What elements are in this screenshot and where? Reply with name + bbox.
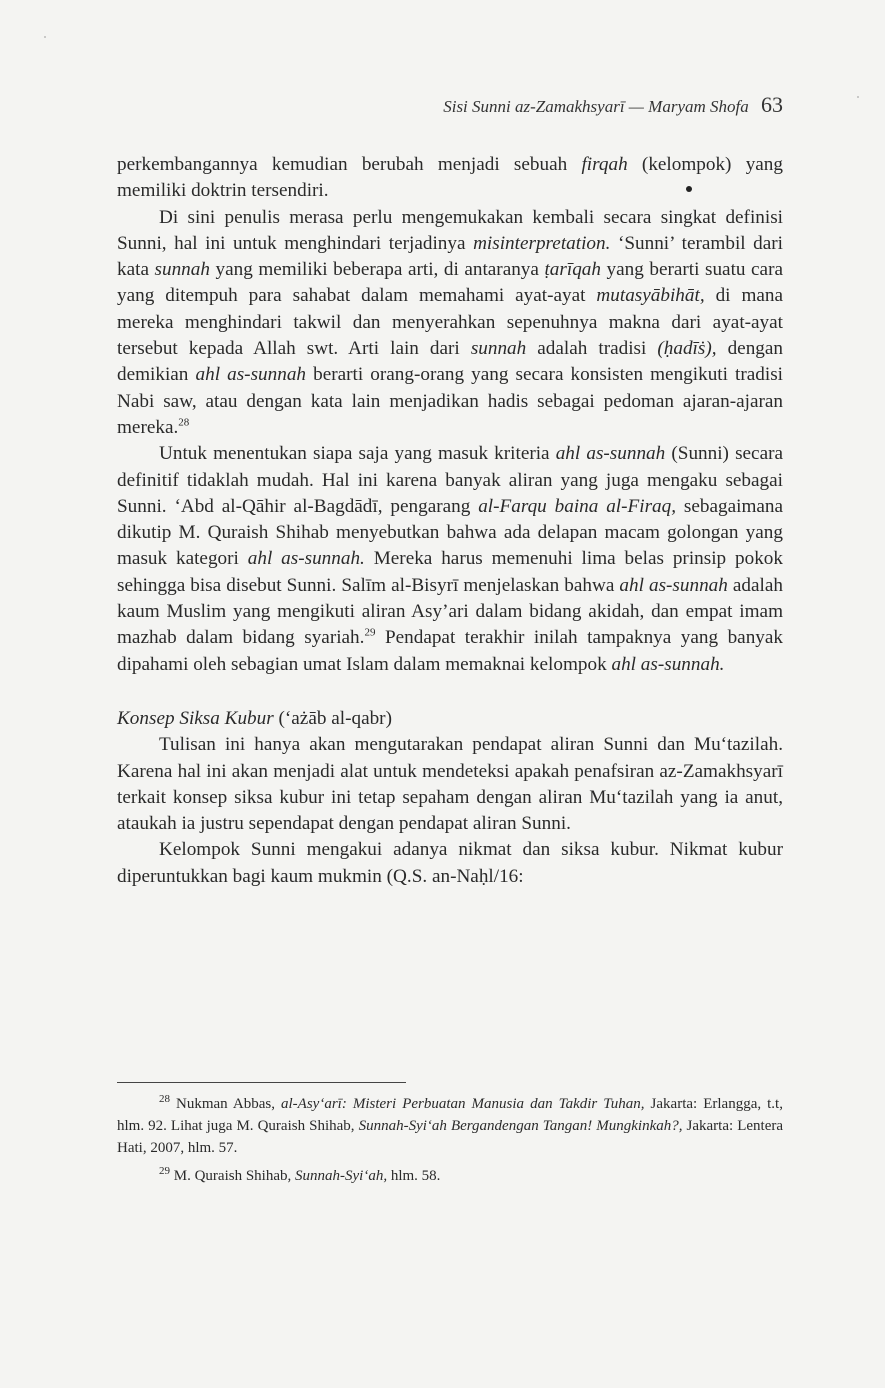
italic-run: Sunnah-Syi‘ah, [295, 1168, 388, 1184]
paragraph [117, 441, 783, 678]
section-heading [117, 706, 783, 732]
footnote-ref: 28 [178, 416, 190, 429]
paper-speck [44, 36, 46, 38]
text-run: sebagaimana dikutip M. Quraish Shihab menyebutkan bahwa ada delapan macam golongan yang masuk kategori [117, 495, 783, 570]
text-run: ‘Sunni’ terambil dari kata [117, 232, 783, 281]
italic-run: mutasyābihāt, [596, 285, 705, 307]
footnote-28 [117, 1093, 783, 1159]
text-run: berarti orang-orang yang secara konsisten mengikuti tradisi Nabi saw, atau dengan kata lain menjadikan hadis sebagai pedoman ajaran-ajaran mereka. [117, 364, 784, 438]
text-run: Kelompok Sunni mengakui adanya nikmat dan siksa kubur. Nikmat kubur diperuntukkan bagi kaum mukmin (Q.S. an-Naḥl/16: [117, 839, 783, 887]
text-run: dengan demikian [117, 338, 783, 386]
text-run: Mereka harus memenuhi lima belas prinsip pokok sehingga bisa disebut Sunni. Salīm al-Bisyrī menjelaskan bahwa [117, 548, 783, 596]
footnote-29 [117, 1165, 783, 1187]
body-text [117, 152, 783, 890]
running-title: Sisi Sunni az-Zamakhsyarī — Maryam Shofa [443, 97, 749, 116]
italic-run: al-Asy‘arī: Misteri Perbuatan Manusia dan Takdir Tuhan, [281, 1096, 645, 1112]
italic-run: ahl as-sunnah [619, 574, 728, 596]
text-run: Nukman Abbas, [170, 1096, 281, 1112]
text-run: (‘ażāb al-qabr) [273, 707, 392, 729]
italic-run: ṭarīqah [544, 259, 601, 281]
italic-run: ahl as-sunnah [555, 443, 666, 465]
italic-run: ahl as-sunnah. [611, 653, 725, 675]
footnote-ref: 28 [159, 1093, 170, 1105]
footnote-ref: 29 [364, 626, 376, 639]
text-run: adalah tradisi [526, 338, 658, 360]
italic-run: ahl as-sunnah [195, 364, 307, 386]
italic-run: al-Farqu baina al-Firaq, [478, 495, 677, 517]
paragraph [117, 837, 783, 890]
text-run: hlm. 58. [387, 1168, 441, 1184]
text-run: (Sunni) secara definitif tidaklah mudah. Hal ini karena banyak aliran yang juga mengaku sebagai Sunni. ‘Abd al-Qāhir al-Bagdādī, pengarang [117, 443, 783, 517]
text-run: adalah kaum Muslim yang mengikuti aliran Asy’ari dalam bidang akidah, dan empat imam mazhab dalam bidang syariah. [117, 574, 783, 649]
text-run: Pendapat terakhir inilah tampaknya yang banyak dipahami oleh sebagian umat Islam dalam memaknai kelompok [117, 627, 783, 675]
text-run: Di sini penulis merasa perlu mengemukakan kembali secara singkat definisi Sunni, hal ini untuk menghindari terjadinya [117, 206, 783, 254]
paper-speck [857, 96, 859, 98]
running-header [443, 92, 783, 118]
text-run: Untuk menentukan siapa saja yang masuk kriteria [159, 443, 556, 465]
italic-run: Konsep Siksa Kubur [117, 707, 274, 729]
text-run: yang memiliki beberapa arti, di antaranya [209, 259, 545, 281]
page-number: 63 [761, 92, 783, 117]
italic-run: misinterpretation. [473, 232, 611, 254]
paragraph [117, 152, 783, 205]
italic-run: (ḥadīṡ), [657, 338, 717, 360]
text-run: di mana mereka menghindari takwil dan menyerahkan sepenuhnya makna dari ayat-ayat tersebut kepada Allah swt. Arti lain dari [117, 285, 784, 360]
footnote-ref: 29 [159, 1165, 170, 1177]
paragraph [117, 732, 783, 837]
italic-run: sunnah [154, 259, 210, 281]
text-run: M. Quraish Shihab, [170, 1168, 295, 1184]
paragraph [117, 205, 783, 442]
italic-run: ahl as-sunnah. [247, 548, 365, 570]
text-run: yang berarti suatu cara yang ditempuh para sahabat dalam memahami ayat-ayat [117, 259, 783, 307]
footnotes [117, 1093, 783, 1193]
italic-run: sunnah [470, 338, 527, 360]
text-run: perkembangannya kemudian berubah menjadi sebuah [117, 154, 582, 175]
text-run: Tulisan ini hanya akan mengutarakan pendapat aliran Sunni dan Mu‘tazilah. Karena hal ini akan menjadi alat untuk mendeteksi apakah penafsiran az-Zamakhsyarī terkait konsep siksa kubur ini tetap sepaham dengan aliran Mu‘tazilah yang ia anut, ataukah ia justru sependapat dengan pendapat aliran Sunni. [117, 734, 783, 835]
italic-run: firqah [581, 154, 628, 175]
text-run: Jakarta: Erlangga, t.t, hlm. 92. Lihat juga M. Quraish Shihab, [117, 1096, 783, 1134]
footnote-divider [117, 1082, 406, 1083]
text-run: (kelompok) yang memiliki doktrin tersendiri. [117, 154, 783, 202]
spacer [117, 678, 783, 706]
italic-run: Sunnah-Syi‘ah Bergandengan Tangan! Mungkinkah?, [358, 1118, 683, 1134]
text-run: Jakarta: Lentera Hati, 2007, hlm. 57. [117, 1118, 784, 1156]
